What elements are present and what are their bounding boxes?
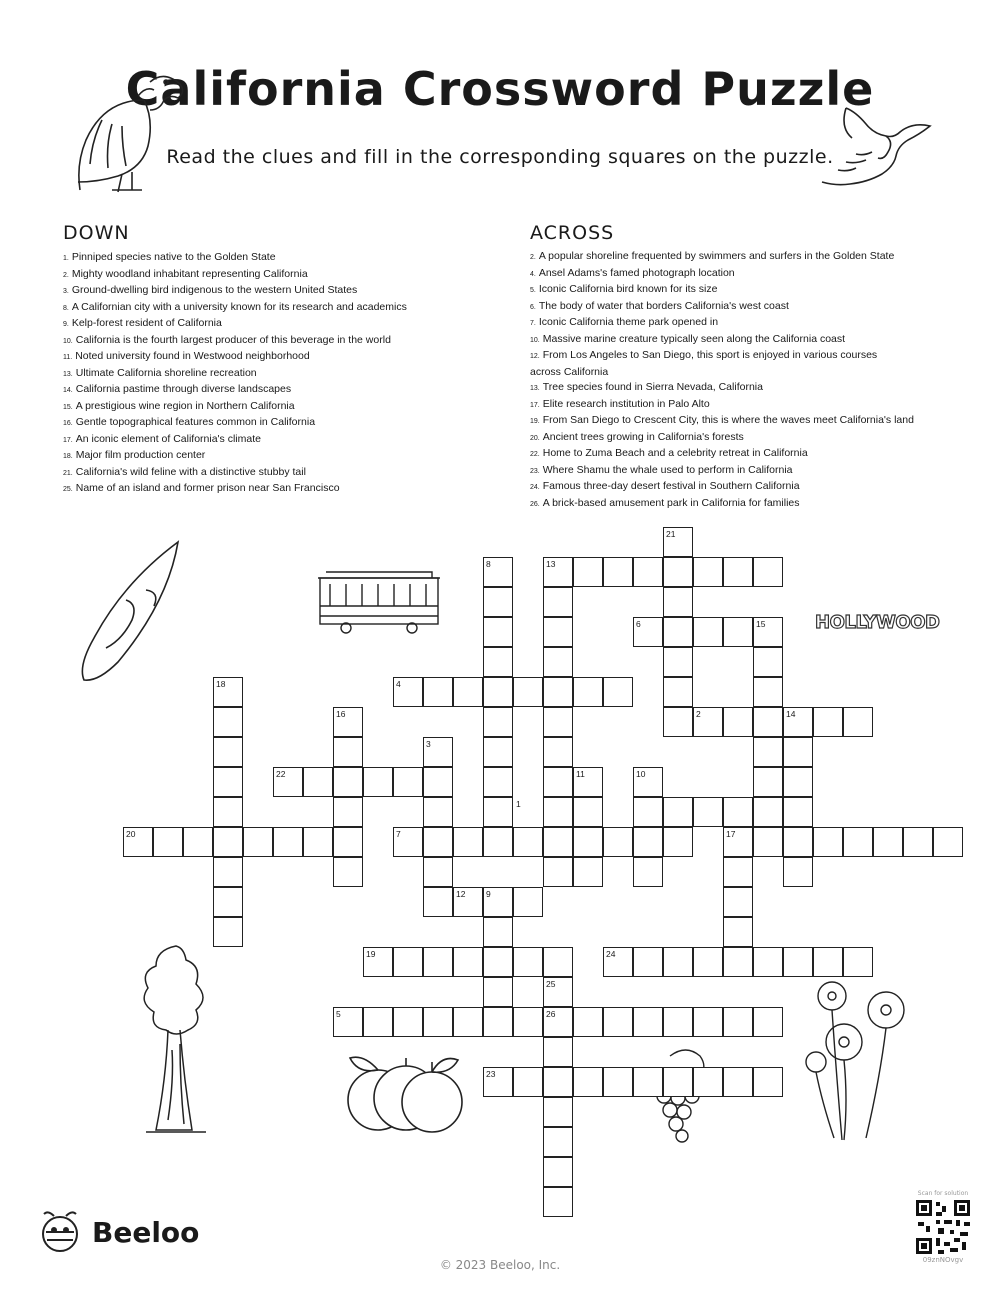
brand-logo [36, 1208, 199, 1256]
grid-cell[interactable] [213, 827, 243, 857]
grid-cell[interactable] [843, 947, 873, 977]
across-clue: 26. A brick-based amusement park in California for families [530, 496, 800, 509]
grid-cell[interactable] [543, 857, 573, 887]
grid-cell[interactable] [603, 827, 633, 857]
clue-number: 18 [216, 679, 226, 689]
clue-number: 26 [546, 1009, 556, 1019]
grid-cell[interactable] [423, 887, 453, 917]
grid-cell[interactable] [783, 947, 813, 977]
down-clue: 3. Ground-dwelling bird indigenous to the western United States [63, 284, 358, 296]
bee-icon [36, 1208, 84, 1256]
grid-cell[interactable] [543, 647, 573, 677]
grid-cell[interactable] [513, 887, 543, 917]
grid-cell[interactable] [573, 1007, 603, 1037]
page-title: California Crossword Puzzle [125, 62, 875, 116]
grid-cell[interactable] [483, 917, 513, 947]
grid-cell[interactable] [783, 857, 813, 887]
grid-cell[interactable] [513, 947, 543, 977]
down-clue: 8. A Californian city with a university known for its research and academics [63, 300, 407, 313]
grid-cell[interactable] [633, 827, 663, 857]
grid-cell[interactable] [753, 827, 783, 857]
grid-cell[interactable] [663, 707, 693, 737]
across-clue: 4. Ansel Adams's famed photograph location [530, 266, 735, 279]
grid-cell[interactable] [573, 1067, 603, 1097]
grid-cell[interactable] [183, 827, 213, 857]
clue-number: 22 [276, 769, 286, 779]
grid-cell[interactable] [333, 827, 363, 857]
grid-cell[interactable] [213, 767, 243, 797]
grid-cell[interactable] [753, 677, 783, 707]
across-clue: 22. Home to Zuma Beach and a celebrity retreat in California [530, 447, 808, 459]
clue-number: 15 [756, 619, 766, 629]
grid-cell[interactable] [243, 827, 273, 857]
down-clue: 10. California is the fourth largest producer of this beverage in the world [63, 333, 391, 346]
grid-cell[interactable] [213, 887, 243, 917]
grid-cell[interactable] [693, 797, 723, 827]
grid-cell[interactable] [723, 797, 753, 827]
grid-cell[interactable] [483, 827, 513, 857]
grid-cell[interactable] [393, 947, 423, 977]
grid-cell[interactable] [543, 1067, 573, 1097]
grid-cell[interactable] [723, 917, 753, 947]
grid-cell[interactable] [333, 857, 363, 887]
grid-cell[interactable] [423, 827, 453, 857]
clue-number: 23 [486, 1069, 496, 1079]
across-clue: 6. The body of water that borders California's west coast [530, 299, 789, 312]
grid-cell[interactable] [483, 977, 513, 1007]
grid-cell[interactable] [693, 617, 723, 647]
grid-cell[interactable] [513, 1007, 543, 1037]
grid-cell[interactable] [363, 1007, 393, 1037]
clue-number: 4 [396, 679, 401, 689]
grid-cell[interactable] [543, 1127, 573, 1157]
grid-cell[interactable] [543, 707, 573, 737]
grid-cell[interactable] [483, 1007, 513, 1037]
grid-cell[interactable] [693, 1067, 723, 1097]
grid-cell[interactable] [543, 947, 573, 977]
clue-number: 19 [366, 949, 376, 959]
grid-cell[interactable] [663, 617, 693, 647]
grid-cell[interactable] [513, 827, 543, 857]
grid-cell[interactable] [543, 1037, 573, 1067]
clue-number: 25 [546, 979, 556, 989]
grid-cell[interactable] [543, 827, 573, 857]
grid-cell[interactable] [783, 767, 813, 797]
down-clue: 18. Major film production center [63, 449, 206, 461]
across-clue: 5. Iconic California bird known for its size [530, 283, 718, 295]
grid-cell[interactable] [543, 1157, 573, 1187]
grid-cell[interactable] [843, 707, 873, 737]
grid-cell[interactable] [303, 827, 333, 857]
grid-cell[interactable] [483, 797, 513, 827]
grid-cell[interactable] [363, 767, 393, 797]
grid-cell[interactable] [543, 1187, 573, 1217]
clue-number: 20 [126, 829, 136, 839]
clue-number: 11 [576, 769, 585, 779]
copyright: © 2023 Beeloo, Inc. [439, 1258, 561, 1272]
grid-cell[interactable] [543, 677, 573, 707]
grid-cell[interactable] [573, 557, 603, 587]
grid-cell[interactable] [783, 737, 813, 767]
across-clue: 12. From Los Angeles to San Diego, this sport is enjoyed in various courses across California [530, 349, 878, 378]
grid-cell[interactable] [753, 797, 783, 827]
grid-cell[interactable] [483, 647, 513, 677]
grid-cell[interactable] [723, 947, 753, 977]
grid-cell[interactable] [873, 827, 903, 857]
clue-number: 24 [606, 949, 616, 959]
grid-cell[interactable] [723, 707, 753, 737]
grid-cell[interactable] [663, 1067, 693, 1097]
grid-cell[interactable] [423, 857, 453, 887]
grid-cell[interactable] [543, 1097, 573, 1127]
clue-number: 16 [336, 709, 346, 719]
grid-cell[interactable] [393, 767, 423, 797]
qr-label: Scan for solution [917, 1190, 969, 1197]
grid-cell[interactable] [453, 677, 483, 707]
grid-cell[interactable] [543, 587, 573, 617]
grid-cell[interactable] [753, 1007, 783, 1037]
grid-cell[interactable] [603, 677, 633, 707]
across-clue: 13. Tree species found in Sierra Nevada, California [530, 381, 763, 393]
grid-cell[interactable] [663, 947, 693, 977]
grid-cell[interactable] [753, 707, 783, 737]
clue-number: 14 [786, 709, 796, 719]
grid-cell[interactable] [783, 827, 813, 857]
grid-cell[interactable] [753, 737, 783, 767]
grid-cell[interactable] [633, 857, 663, 887]
grid-cell[interactable] [483, 737, 513, 767]
grid-cell[interactable] [603, 1007, 633, 1037]
clue-number: 6 [636, 619, 641, 629]
grid-cell[interactable] [663, 587, 693, 617]
down-clue: 13. Ultimate California shoreline recreation [63, 366, 257, 379]
grid-cell[interactable] [693, 947, 723, 977]
down-clue: 15. A prestigious wine region in Northern California [63, 399, 295, 412]
grid-cell[interactable] [723, 1007, 753, 1037]
clue-number: 2 [696, 709, 701, 719]
clue-number: 21 [666, 529, 676, 539]
grid-cell[interactable] [213, 797, 243, 827]
grid-cell[interactable] [723, 557, 753, 587]
grid-cell[interactable] [663, 1007, 693, 1037]
grid-cell[interactable] [723, 1067, 753, 1097]
across-clue: 23. Where Shamu the whale used to perform in California [530, 463, 793, 476]
grid-cell[interactable] [663, 797, 693, 827]
clue-number: 1 [516, 799, 521, 809]
down-clue: 11. Noted university found in Westwood neighborhood [63, 350, 310, 362]
grid-cell[interactable] [453, 1007, 483, 1037]
grid-cell[interactable] [783, 797, 813, 827]
across-clue: 20. Ancient trees growing in California's forests [530, 430, 744, 443]
grid-cell[interactable] [333, 737, 363, 767]
grid-cell[interactable] [573, 677, 603, 707]
clue-number: 8 [486, 559, 491, 569]
clue-number: 10 [636, 769, 646, 779]
grid-cell[interactable] [483, 707, 513, 737]
grid-cell[interactable] [303, 767, 333, 797]
grid-cell[interactable] [333, 797, 363, 827]
down-clue: 1. Pinniped species native to the Golden State [63, 251, 276, 263]
down-clue: 25. Name of an island and former prison near San Francisco [63, 482, 340, 494]
grid-cell[interactable] [213, 737, 243, 767]
grid-cell[interactable] [663, 827, 693, 857]
grid-cell[interactable] [813, 947, 843, 977]
grid-cell[interactable] [633, 947, 663, 977]
grid-cell[interactable] [273, 827, 303, 857]
grid-cell[interactable] [813, 827, 843, 857]
across-heading: ACROSS [530, 222, 615, 244]
grid-cell[interactable] [393, 1007, 423, 1037]
grid-cell[interactable] [423, 947, 453, 977]
grid-cell[interactable] [903, 827, 933, 857]
grid-cell[interactable] [543, 797, 573, 827]
down-clue: 16. Gentle topographical features common in California [63, 416, 316, 428]
grid-cell[interactable] [423, 1007, 453, 1037]
grid-cell[interactable] [333, 767, 363, 797]
grid-cell[interactable] [453, 827, 483, 857]
grid-cell[interactable] [483, 587, 513, 617]
grid-cell[interactable] [573, 797, 603, 827]
grid-cell[interactable] [723, 857, 753, 887]
grid-cell[interactable] [723, 617, 753, 647]
clue-number: 12 [456, 889, 466, 899]
clue-number: 9 [486, 889, 491, 899]
grid-cell[interactable] [693, 557, 723, 587]
grid-cell[interactable] [513, 677, 543, 707]
grid-cell[interactable] [813, 707, 843, 737]
grid-cell[interactable] [483, 767, 513, 797]
down-heading: DOWN [63, 222, 130, 244]
grid-cell[interactable] [423, 677, 453, 707]
brand-name: Beeloo [92, 1215, 200, 1249]
grid-cell[interactable] [633, 797, 663, 827]
grid-cell[interactable] [603, 1067, 633, 1097]
across-clue: 24. Famous three-day desert festival in Southern California [530, 480, 800, 492]
grid-cell[interactable] [663, 677, 693, 707]
grid-cell[interactable] [213, 857, 243, 887]
clue-number: 5 [336, 1009, 341, 1019]
grid-cell[interactable] [483, 947, 513, 977]
grid-cell[interactable] [633, 1067, 663, 1097]
grid-cell[interactable] [663, 647, 693, 677]
qr-code-icon[interactable] [914, 1198, 972, 1256]
grid-cell[interactable] [753, 557, 783, 587]
down-clue: 2. Mighty woodland inhabitant representing California [63, 267, 308, 280]
grid-cell[interactable] [603, 557, 633, 587]
hollywood-sign: HOLLYWOOD [815, 612, 940, 633]
across-clue: 10. Massive marine creature typically seen along the California coast [530, 332, 846, 345]
across-clue: 7. Iconic California theme park opened in [530, 316, 719, 328]
grid-cell[interactable] [543, 737, 573, 767]
grid-cell[interactable] [573, 857, 603, 887]
across-clue: 2. A popular shoreline frequented by swimmers and surfers in the Golden State [530, 250, 895, 262]
grid-cell[interactable] [543, 767, 573, 797]
grid-cell[interactable] [753, 1067, 783, 1097]
grid-cell[interactable] [453, 947, 483, 977]
grid-cell[interactable] [513, 1067, 543, 1097]
grid-cell[interactable] [423, 797, 453, 827]
clue-number: 13 [546, 559, 556, 569]
grid-cell[interactable] [693, 1007, 723, 1037]
clue-number: 17 [726, 829, 736, 839]
grid-cell[interactable] [633, 557, 663, 587]
across-clue: 17. Elite research institution in Palo Alto [530, 397, 710, 410]
grid-cell[interactable] [753, 647, 783, 677]
grid-cell[interactable] [633, 1007, 663, 1037]
grid-cell[interactable] [573, 827, 603, 857]
down-clue: 9. Kelp-forest resident of California [63, 317, 222, 329]
grid-cell[interactable] [543, 617, 573, 647]
grid-cell[interactable] [483, 677, 513, 707]
down-clue: 21. California's wild feline with a distinctive stubby tail [63, 465, 306, 478]
clue-number: 7 [396, 829, 401, 839]
grid-cell[interactable] [663, 557, 693, 587]
down-clue: 14. California pastime through diverse landscapes [63, 383, 292, 395]
grid-cell[interactable] [213, 917, 243, 947]
grid-cell[interactable] [723, 887, 753, 917]
grid-cell[interactable] [483, 617, 513, 647]
grid-cell[interactable] [753, 947, 783, 977]
grid-cell[interactable] [753, 767, 783, 797]
grid-cell[interactable] [933, 827, 963, 857]
grid-cell[interactable] [843, 827, 873, 857]
qr-code-text: 09znNOvgv [922, 1256, 964, 1264]
page-subtitle: Read the clues and fill in the corresponding squares on the puzzle. [166, 146, 834, 168]
grid-cell[interactable] [423, 767, 453, 797]
down-clue: 17. An iconic element of California's climate [63, 432, 261, 445]
clue-number: 3 [426, 739, 431, 749]
grid-cell[interactable] [153, 827, 183, 857]
grid-cell[interactable] [213, 707, 243, 737]
across-clue: 19. From San Diego to Crescent City, this is where the waves meet California's land [530, 414, 914, 426]
